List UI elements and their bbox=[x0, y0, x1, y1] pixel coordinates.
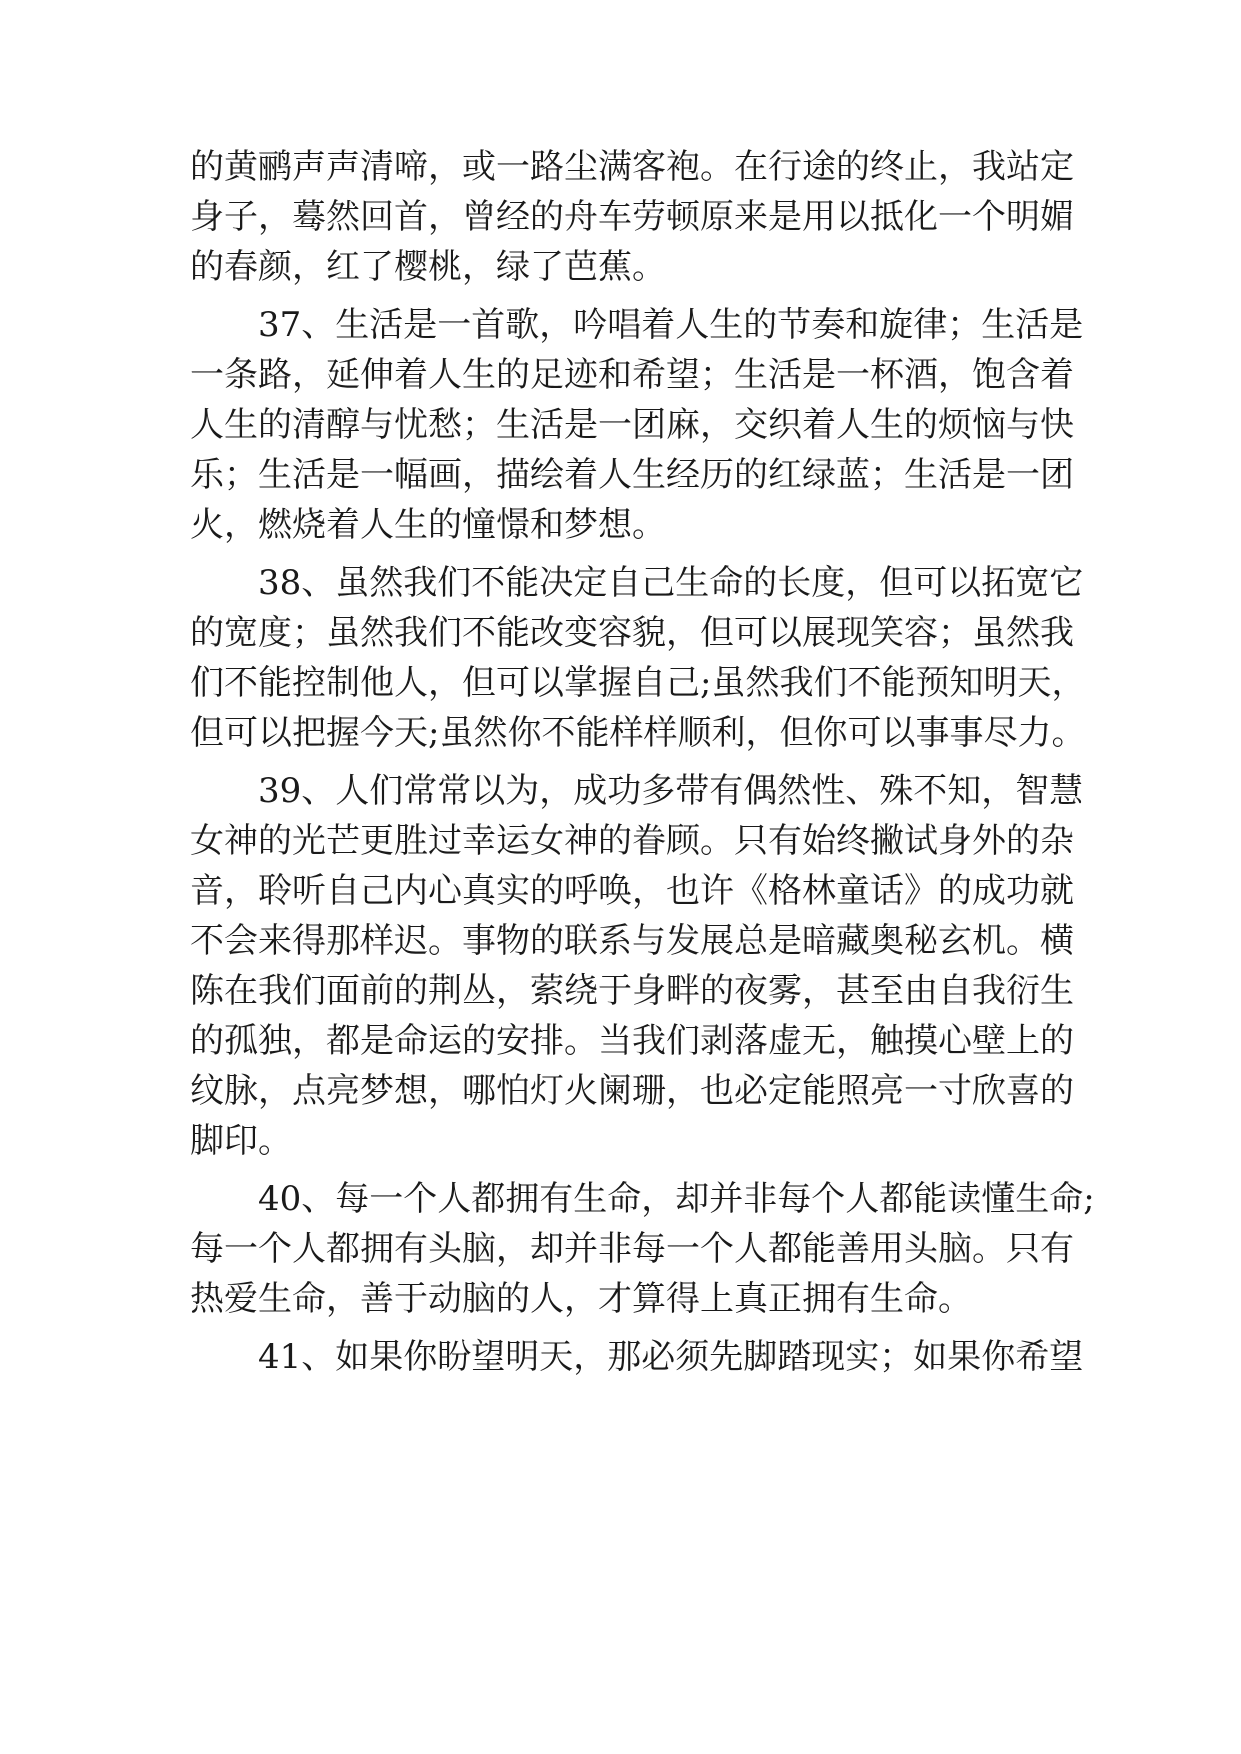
text-line: 41、如果你盼望明天，那必须先脚踏现实；如果你希望 bbox=[258, 1337, 1084, 1377]
text-line: 热爱生命，善于动脑的人，才算得上真正拥有生命。 bbox=[190, 1279, 972, 1319]
text-line: 37、生活是一首歌，吟唱着人生的节奏和旋律；生活是 bbox=[258, 305, 1084, 345]
text-line: 的春颜，红了樱桃，绿了芭蕉。 bbox=[190, 247, 666, 287]
text-line: 们不能控制他人，但可以掌握自己;虽然我们不能预知明天， bbox=[190, 663, 1086, 703]
text-line: 音，聆听自己内心真实的呼唤，也许《格林童话》的成功就 bbox=[190, 871, 1074, 911]
text-line: 但可以把握今天;虽然你不能样样顺利，但你可以事事尽力。 bbox=[190, 713, 1086, 753]
text-line: 人生的清醇与忧愁；生活是一团麻，交织着人生的烦恼与快 bbox=[190, 405, 1074, 445]
text-line: 一条路，延伸着人生的足迹和希望；生活是一杯酒，饱含着 bbox=[190, 355, 1074, 395]
text-line: 女神的光芒更胜过幸运女神的眷顾。只有始终撇试身外的杂 bbox=[190, 821, 1074, 861]
text-line: 39、人们常常以为，成功多带有偶然性、殊不知，智慧 bbox=[258, 771, 1084, 811]
text-line: 每一个人都拥有头脑，却并非每一个人都能善用头脑。只有 bbox=[190, 1229, 1074, 1269]
text-line: 40、每一个人都拥有生命，却并非每个人都能读懂生命; bbox=[258, 1179, 1095, 1219]
text-line: 身子，蓦然回首，曾经的舟车劳顿原来是用以抵化一个明媚 bbox=[190, 197, 1074, 237]
text-line: 38、虽然我们不能决定自己生命的长度，但可以拓宽它 bbox=[258, 563, 1084, 603]
text-line: 纹脉，点亮梦想，哪怕灯火阑珊，也必定能照亮一寸欣喜的 bbox=[190, 1071, 1074, 1111]
text-line: 乐；生活是一幅画，描绘着人生经历的红绿蓝；生活是一团 bbox=[190, 455, 1074, 495]
text-line: 的宽度；虽然我们不能改变容貌，但可以展现笑容；虽然我 bbox=[190, 613, 1074, 653]
text-line: 不会来得那样迟。事物的联系与发展总是暗藏奥秘玄机。横 bbox=[190, 921, 1074, 961]
text-line: 火，燃烧着人生的憧憬和梦想。 bbox=[190, 505, 666, 545]
text-line: 脚印。 bbox=[190, 1121, 292, 1161]
text-line: 的黄鹂声声清啼，或一路尘满客袍。在行途的终止，我站定 bbox=[190, 147, 1074, 187]
text-line: 的孤独，都是命运的安排。当我们剥落虚无，触摸心壁上的 bbox=[190, 1021, 1074, 1061]
text-line: 陈在我们面前的荆丛，萦绕于身畔的夜雾，甚至由自我衍生 bbox=[190, 971, 1074, 1011]
